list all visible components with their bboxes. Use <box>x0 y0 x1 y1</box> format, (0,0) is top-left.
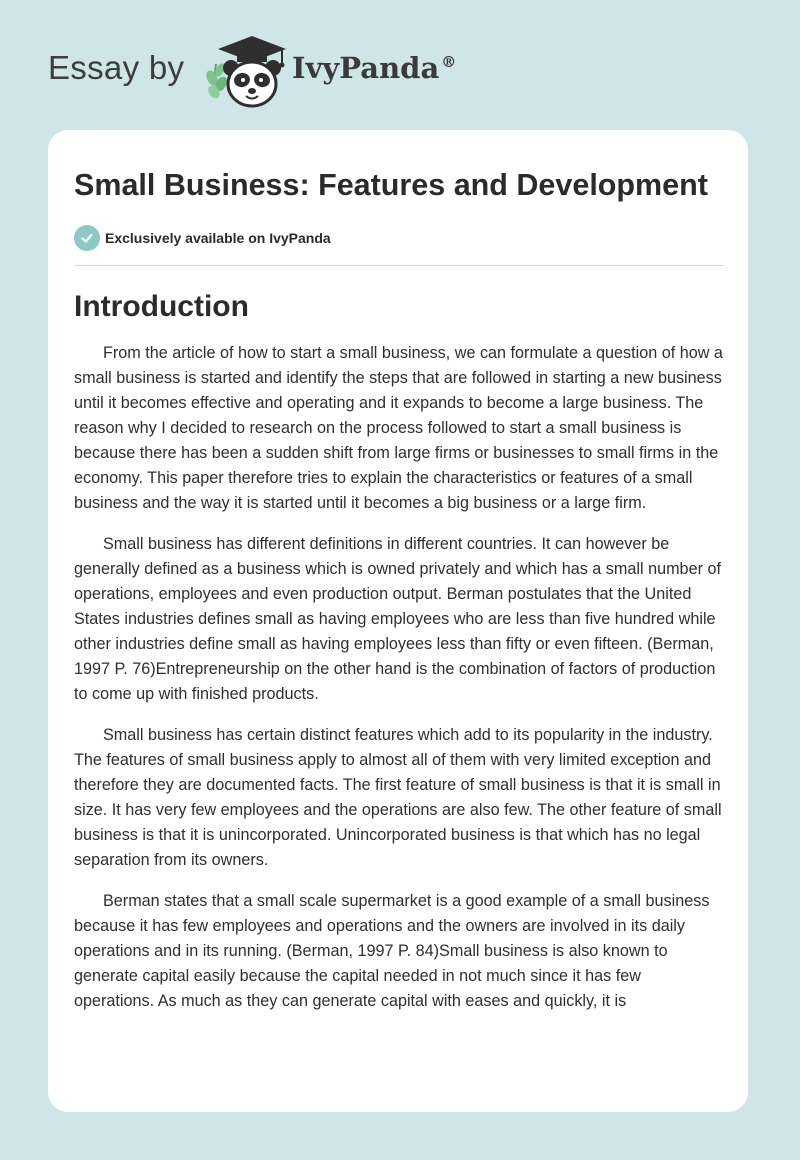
paragraph: Small business has different definitions in different countries. It can however be generally defined as a business which is owned privately and which has a small number of operations, employees and even production output. Berman postulates that the United States industries defines small as having employees who are less than five hundred while other industries define small as having employees less than fifty or even fifteen. (Berman, 1997 P. 76)Entrepreneurship on the other hand is the combination of factors of production to come up with finished products. <box>74 535 721 703</box>
exclusive-badge <box>74 225 724 251</box>
essay-content <box>74 164 724 1014</box>
brand-name-text: IvyPanda <box>292 51 440 85</box>
essay-card <box>48 130 748 1112</box>
paragraph: Berman states that a small scale supermarket is a good example of a small business because it has few employees and operations and the owners are involved in its daily operations and in its running. (Berman, 1997 P. 84)Small business is also known to generate capital easily because the capital needed in not much since it has few operations. As much as they can generate capital with eases and quickly, it is <box>74 892 710 1010</box>
divider <box>74 265 723 266</box>
brand-prefix: Essay by <box>48 49 185 86</box>
paragraph: From the article of how to start a small business, we can formulate a question of how a small business is started and identify the steps that are followed in starting a new business until it becomes effective and operating and it expands to become a large business. The reason why I decided to research on the process followed to start a small business is because there has been a sudden shift from large firms or businesses to small firms in the economy. This paper therefore tries to explain the characteristics or features of a small business and the way it is started until it becomes a big business or a large firm. <box>74 344 723 512</box>
section-heading: Introduction <box>74 290 249 323</box>
check-badge-icon <box>74 225 100 251</box>
exclusive-label: Exclusively available on IvyPanda <box>105 230 331 246</box>
page-title: Small Business: Features and Development <box>74 168 708 202</box>
site-brand-header[interactable] <box>48 34 468 110</box>
paragraph: Small business has certain distinct features which add to its popularity in the industry. The features of small business apply to almost all of them with very limited exception and therefore they are documented facts. The first feature of small business is that it is small in size. It has very few employees and the operations are also few. The other feature of small business is that it is unincorporated. Unincorporated business is that which has no legal separation from its owners. <box>74 726 722 869</box>
registered-mark: ® <box>441 53 457 72</box>
panda-graduation-cap-icon <box>200 34 292 110</box>
brand-name <box>292 51 456 85</box>
